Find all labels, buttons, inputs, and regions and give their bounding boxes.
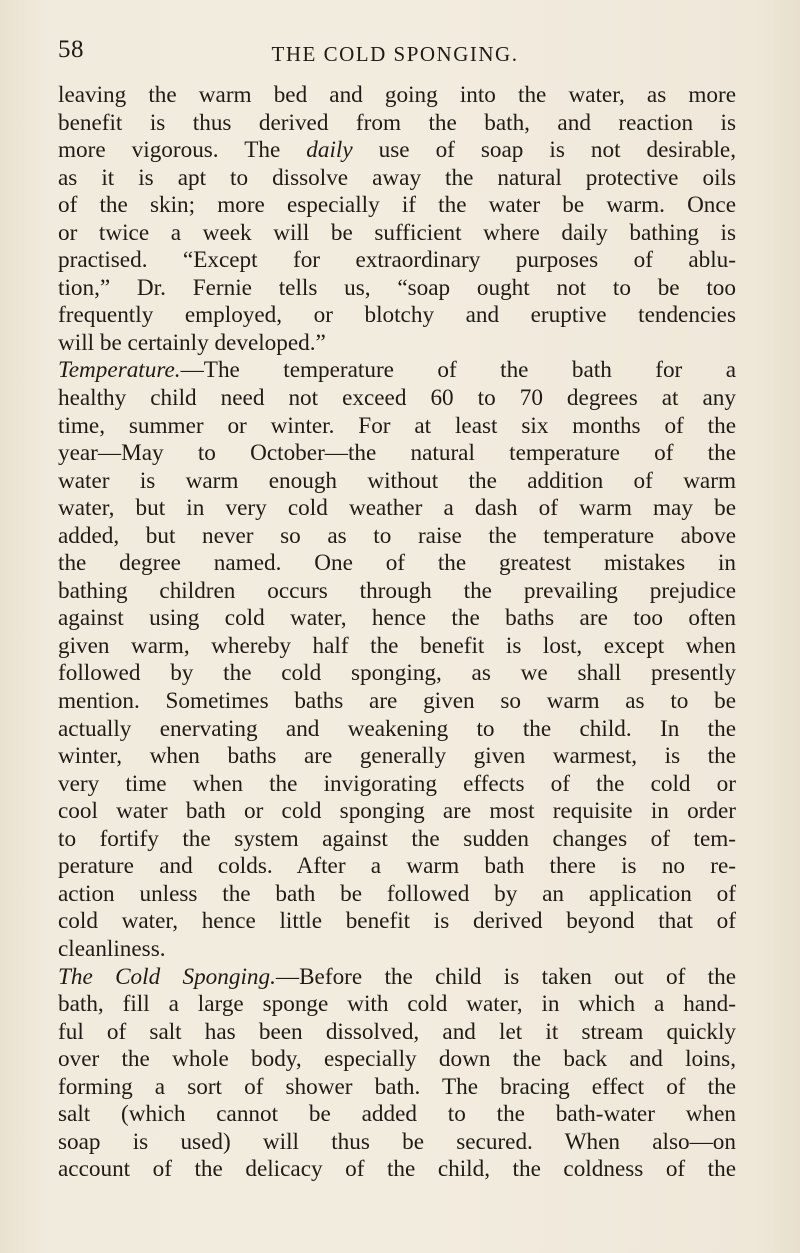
text-line: year—May to October—the natural temperature of the — [58, 440, 736, 467]
text-line: action unless the bath be followed by an application of — [58, 880, 736, 907]
italic-text: daily — [306, 137, 353, 164]
text-line: leaving the warm bed and going into the water, as more — [58, 82, 736, 108]
text-line: time, summer or winter. For at least six months of the — [58, 412, 736, 439]
text-line: bathing children occurs through the prevailing prejudice — [58, 577, 736, 604]
text-line: cleanliness. — [58, 935, 166, 962]
text-line: tion,” Dr. Fernie tells us, “soap ought not to be too — [58, 274, 736, 301]
text-line: as it is apt to dissolve away the natural protective oils — [58, 164, 736, 191]
text-line: practised. “Except for extraordinary purposes of ablu- — [58, 247, 736, 274]
text-line: frequently employed, or blotchy and eruptive tendencies — [58, 302, 736, 329]
text-line: cold water, hence little benefit is derived beyond that of — [58, 908, 736, 935]
text-line: given warm, whereby half the benefit is lost, except when — [58, 632, 736, 659]
text-line: more vigorous. The daily use of soap is not desirable, — [58, 137, 737, 164]
page-header — [50, 24, 740, 74]
text-line: actually enervating and weakening to the child. In the — [58, 715, 736, 742]
text-line: very time when the invigorating effects of the cold or — [58, 770, 736, 797]
running-head: THE COLD SPONGING. — [271, 42, 519, 66]
text-line: water is warm enough without the addition of warm — [58, 467, 736, 494]
text-line: the degree named. One of the greatest mistakes in — [58, 550, 736, 577]
text-line: added, but never so as to raise the temperature above — [58, 522, 736, 549]
text-line: followed by the cold sponging, as we shall presently — [58, 660, 736, 687]
text-line: forming a sort of shower bath. The bracing effect of the — [58, 1073, 736, 1100]
page-number: 58 — [58, 36, 84, 63]
text-line: against using cold water, hence the baths are too often — [58, 605, 736, 632]
text-line: cool water bath or cold sponging are most requisite in order — [58, 798, 736, 825]
text-line: of the skin; more especially if the water be warm. Once — [58, 192, 736, 219]
text-line: account of the delicacy of the child, the coldness of the — [58, 1156, 736, 1183]
body-text — [58, 82, 736, 1184]
text-line: bath, fill a large sponge with cold water, in which a hand- — [58, 991, 736, 1018]
text-line: water, but in very cold weather a dash of warm may be — [58, 495, 736, 522]
text-line: ful of salt has been dissolved, and let it stream quickly — [58, 1018, 736, 1045]
text-line: winter, when baths are generally given warmest, is the — [58, 743, 736, 770]
text-line: healthy child need not exceed 60 to 70 degrees at any — [58, 385, 736, 412]
text-line: mention. Sometimes baths are given so warm as to be — [58, 688, 736, 715]
text-line: benefit is thus derived from the bath, and reaction is — [58, 109, 736, 136]
italic-text: The Cold Sponging. — [58, 963, 276, 990]
text-line: over the whole body, especially down the back and loins, — [58, 1046, 736, 1073]
section-heading-cold-sponging: The Cold Sponging.—Before the child is taken out of the — [58, 963, 736, 990]
text-line: will be certainly developed.” — [58, 329, 326, 356]
text-line: perature and colds. After a warm bath there is no re- — [58, 853, 736, 880]
text-line: soap is used) will thus be secured. When also—on — [58, 1128, 736, 1155]
text-line: to fortify the system against the sudden changes of tem- — [58, 825, 736, 852]
text-line: or twice a week will be sufficient where daily bathing is — [58, 219, 736, 246]
italic-text: Temperature. — [58, 357, 181, 384]
text-line: salt (which cannot be added to the bath-water when — [58, 1101, 736, 1128]
section-heading-temperature: Temperature.—The temperature of the bath for a — [58, 357, 736, 384]
